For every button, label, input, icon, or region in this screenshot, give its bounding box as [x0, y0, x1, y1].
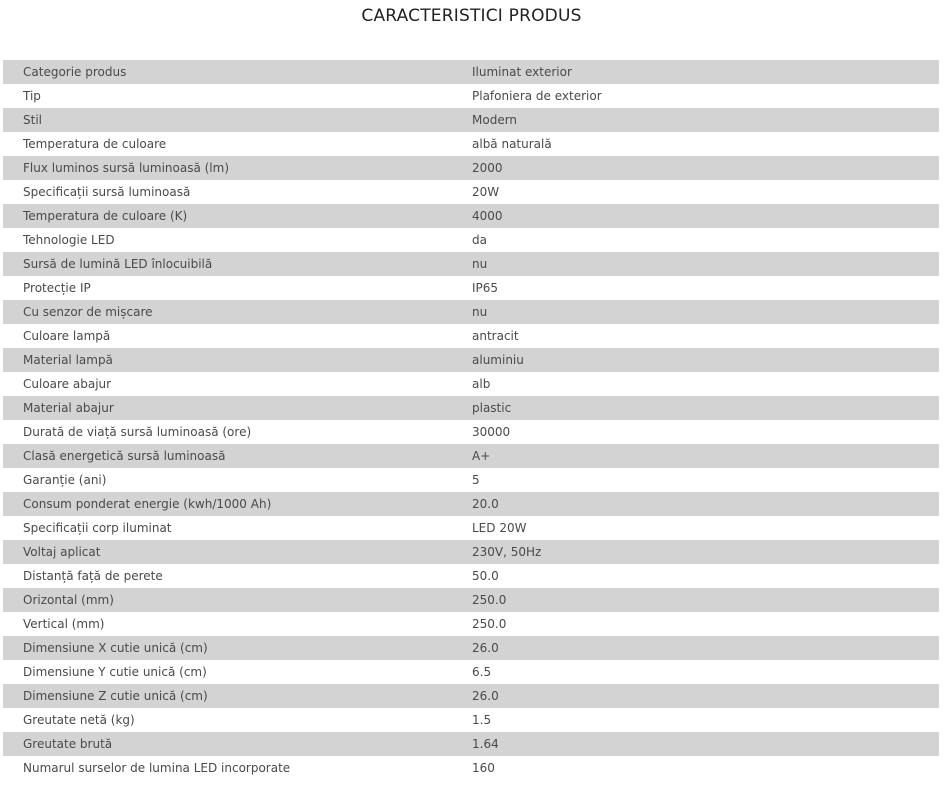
spec-value: plastic [472, 396, 939, 420]
spec-row [3, 156, 939, 180]
spec-value: Modern [472, 108, 939, 132]
spec-label: Consum ponderat energie (kwh/1000 Ah) [3, 492, 472, 516]
spec-row [3, 348, 939, 372]
spec-row [3, 564, 939, 588]
spec-label: Voltaj aplicat [3, 540, 472, 564]
spec-value: 26.0 [472, 636, 939, 660]
spec-value: 250.0 [472, 617, 507, 631]
spec-label: Dimensiune X cutie unică (cm) [3, 636, 472, 660]
spec-label: Clasă energetică sursă luminoasă [3, 444, 472, 468]
spec-value: LED 20W [472, 521, 527, 535]
spec-label: Durată de viață sursă luminoasă (ore) [23, 425, 252, 439]
spec-label: Culoare lampă [23, 329, 111, 343]
spec-value: Iluminat exterior [472, 60, 939, 84]
spec-label: Sursă de lumină LED înlocuibilă [3, 252, 472, 276]
spec-label: Dimensiune Y cutie unică (cm) [23, 665, 207, 679]
spec-value: 26.0 [472, 684, 939, 708]
spec-value: 6.5 [472, 665, 492, 679]
spec-row [3, 468, 939, 492]
spec-label: Cu senzor de mișcare [3, 300, 472, 324]
spec-value: 50.0 [472, 569, 499, 583]
spec-row [3, 204, 939, 228]
spec-row [3, 132, 939, 156]
spec-value: 1.64 [472, 732, 939, 756]
spec-label: Greutate netă (kg) [23, 713, 135, 727]
spec-value: 2000 [472, 156, 939, 180]
spec-value: Plafoniera de exterior [472, 89, 602, 103]
spec-row [3, 660, 939, 684]
spec-label: Greutate brută [3, 732, 472, 756]
spec-value: nu [472, 300, 939, 324]
spec-row [3, 492, 939, 516]
spec-row [3, 684, 939, 708]
spec-value: 20W [472, 185, 500, 199]
spec-label: Stil [3, 108, 472, 132]
spec-row [3, 732, 939, 756]
spec-row [3, 324, 939, 348]
spec-label: Material lampă [3, 348, 472, 372]
spec-row [3, 444, 939, 468]
spec-value: A+ [472, 444, 939, 468]
spec-label: Orizontal (mm) [3, 588, 472, 612]
specs-table [3, 60, 939, 780]
spec-label: Temperatura de culoare [23, 137, 167, 151]
spec-value: aluminiu [472, 348, 939, 372]
spec-label: Distanță față de perete [23, 569, 163, 583]
spec-label: Dimensiune Z cutie unică (cm) [3, 684, 472, 708]
spec-row [3, 252, 939, 276]
spec-value: alb [472, 377, 491, 391]
spec-value: antracit [472, 329, 519, 343]
spec-row [3, 396, 939, 420]
spec-label: Categorie produs [3, 60, 472, 84]
spec-value: 20.0 [472, 492, 939, 516]
spec-row [3, 612, 939, 636]
spec-label: Material abajur [3, 396, 472, 420]
spec-row [3, 180, 939, 204]
spec-label: Flux luminos sursă luminoasă (lm) [3, 156, 472, 180]
spec-row [3, 708, 939, 732]
spec-row [3, 372, 939, 396]
spec-row [3, 588, 939, 612]
spec-row [3, 300, 939, 324]
spec-label: Specificații corp iluminat [23, 521, 172, 535]
spec-value: 230V, 50Hz [472, 540, 939, 564]
spec-row [3, 540, 939, 564]
spec-value: 5 [472, 473, 480, 487]
spec-label: Tehnologie LED [23, 233, 115, 247]
spec-label: Culoare abajur [23, 377, 112, 391]
spec-value: albă naturală [472, 137, 552, 151]
spec-row [3, 228, 939, 252]
spec-value: da [472, 233, 487, 247]
spec-row [3, 756, 939, 780]
spec-value: 1.5 [472, 713, 492, 727]
spec-row [3, 108, 939, 132]
spec-row [3, 84, 939, 108]
spec-row [3, 420, 939, 444]
spec-label: Garanție (ani) [23, 473, 107, 487]
spec-value: 160 [472, 761, 495, 775]
spec-row [3, 276, 939, 300]
specs-table-body [3, 60, 939, 780]
spec-label: Tip [23, 89, 41, 103]
spec-label: Vertical (mm) [23, 617, 105, 631]
spec-value: 30000 [472, 425, 511, 439]
spec-label: Numarul surselor de lumina LED incorporate [23, 761, 291, 775]
spec-value: IP65 [472, 281, 499, 295]
spec-value: 4000 [472, 204, 939, 228]
page-title: CARACTERISTICI PRODUS [361, 6, 582, 26]
spec-value: 250.0 [472, 588, 939, 612]
spec-row [3, 636, 939, 660]
spec-row [3, 60, 939, 84]
spec-label: Protecție IP [23, 281, 91, 295]
spec-label: Temperatura de culoare (K) [3, 204, 472, 228]
spec-row [3, 516, 939, 540]
spec-value: nu [472, 252, 939, 276]
spec-label: Specificații sursă luminoasă [23, 185, 191, 199]
